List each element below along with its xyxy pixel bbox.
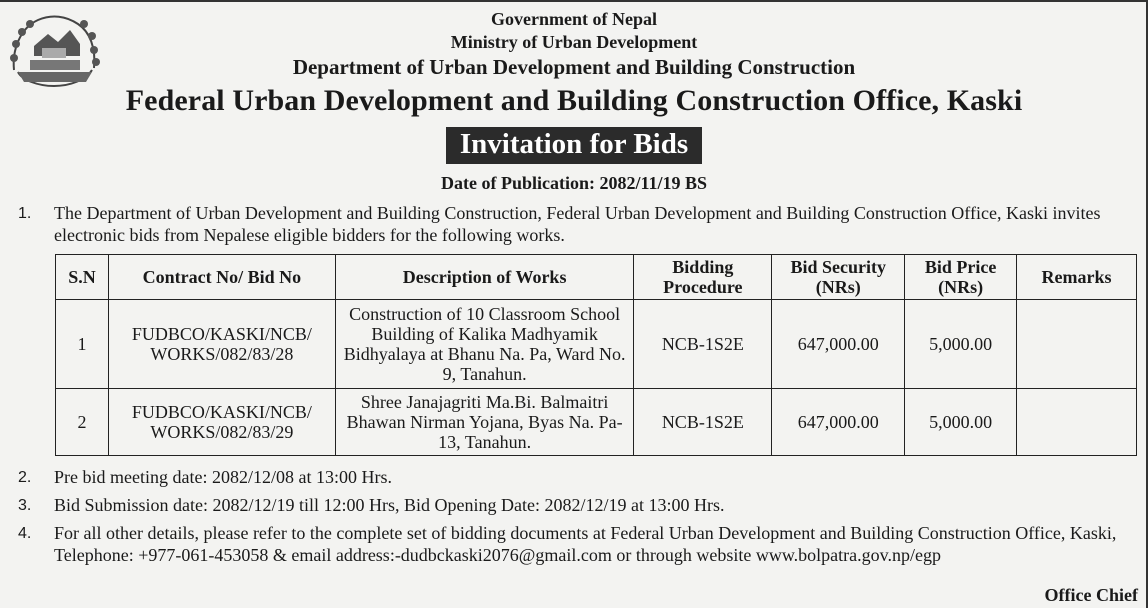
table-cell: NCB-1S2E [634,300,772,389]
table-cell: Construction of 10 Classroom School Building of Kalika Madhyamik Bidhyalaya at Bhanu Na. Pa, Ward No. 9, Tanahun. [335,300,634,389]
item-number: 3. [18,497,32,514]
table-cell: 5,000.00 [905,300,1017,389]
bids-table [55,254,1137,456]
table-header-row [56,255,1137,300]
item-4 [18,522,1140,566]
table-cell [1017,300,1137,389]
table-row [56,300,1137,389]
table-cell: 5,000.00 [905,389,1017,456]
item-3 [18,494,1140,516]
table-cell: 647,000.00 [772,389,905,456]
table-cell: 2 [56,389,109,456]
column-header: Remarks [1017,255,1137,300]
column-header: Bid Price (NRs) [905,255,1017,300]
signature-office-chief: Office Chief [1044,585,1138,605]
table-row [56,389,1137,456]
item-text: The Department of Urban Development and Building Construction, Federal Urban Development and Building Construction Office, Kaski invites electronic bids from Nepalese eligible bidders for the following works. [54,203,1101,245]
item-number: 4. [18,525,32,542]
department-title: Department of Urban Development and Building Construction [292,55,856,79]
banner-wrap [0,127,1148,164]
column-header: Contract No/ Bid No [108,255,335,300]
invitation-banner: Invitation for Bids [446,127,702,164]
ministry-title: Ministry of Urban Development [450,32,698,52]
table-cell: Shree Janajagriti Ma.Bi. Balmaitri Bhawan Nirman Yojana, Byas Na. Pa-13, Tanahun. [335,389,634,456]
column-header: S.N [56,255,109,300]
column-header: Description of Works [335,255,634,300]
item-1 [18,202,1140,246]
item-number: 2. [18,469,32,486]
item-text: Bid Submission date: 2082/12/19 till 12:00 Hrs, Bid Opening Date: 2082/12/19 at 13:00 Hrs. [54,495,725,515]
table-cell: NCB-1S2E [634,389,772,456]
item-text: Pre bid meeting date: 2082/12/08 at 13:00 Hrs. [54,467,392,487]
table-cell: 647,000.00 [772,300,905,389]
column-header: Bidding Procedure [634,255,772,300]
office-title: Federal Urban Development and Building Construction Office, Kaski [125,84,1023,117]
item-text: For all other details, please refer to the complete set of bidding documents at Federal Urban Development and Building Construction Office, Kaski, Telephone: +977-061-453058 & email address:-dudbckaski2076@gmail.com or through website www.bolpatra.gov.np/egp [54,523,1117,565]
table-cell: FUDBCO/KASKI/NCB/ WORKS/082/83/28 [108,300,335,389]
government-title: Government of Nepal [491,9,657,29]
publication-date: Date of Publication: 2082/11/19 BS [440,173,707,193]
column-header: Bid Security (NRs) [772,255,905,300]
table-cell [1017,389,1137,456]
item-2 [18,466,1140,488]
item-number: 1. [18,205,32,222]
table-cell: 1 [56,300,109,389]
table-cell: FUDBCO/KASKI/NCB/ WORKS/082/83/29 [108,389,335,456]
